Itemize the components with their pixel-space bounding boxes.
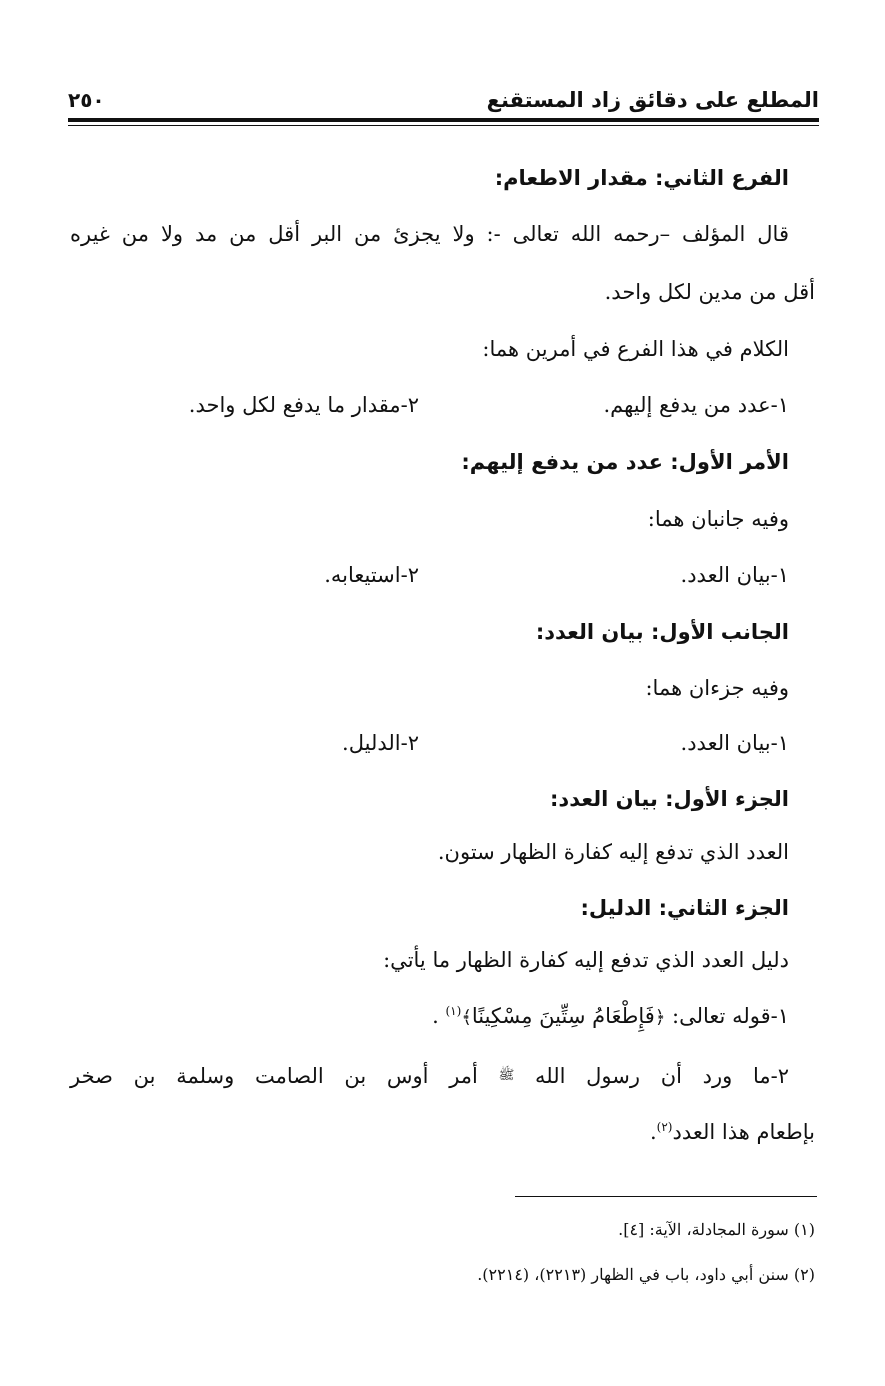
evidence-intro: دليل العدد الذي تدفع إليه كفارة الظهار ما يأتي: xyxy=(383,948,789,972)
first-aspect-heading: الجانب الأول: بيان العدد: xyxy=(535,620,789,644)
aspect-item-2: ٢-استيعابه. xyxy=(324,563,419,587)
author-quote-line-2: أقل من مدين لكل واحد. xyxy=(604,280,815,304)
part-item-1: ١-بيان العدد. xyxy=(680,731,789,755)
evidence-item-1 xyxy=(70,1004,789,1029)
header-rule-thin xyxy=(68,125,819,126)
running-title: المطلع على دقائق زاد المستقنع xyxy=(486,88,819,112)
part-item-2: ٢-الدليل. xyxy=(342,731,419,755)
quran-verse: فَإِطْعَامُ سِتِّينَ مِسْكِينًا xyxy=(471,1004,655,1028)
evidence-1-end: . xyxy=(432,1004,439,1028)
aspects-list xyxy=(70,563,789,595)
evidence-2-text-b: أمر أوس بن الصامت وسلمة بن صخر xyxy=(70,1064,478,1088)
footnote-2: (٢) سنن أبي داود، باب في الظهار (٢٢١٣)، (٢٢١٤). xyxy=(477,1265,815,1284)
matters-intro: الكلام في هذا الفرع في أمرين هما: xyxy=(482,337,789,361)
evidence-2-end: . xyxy=(649,1120,657,1144)
evidence-item-2-line-2 xyxy=(70,1120,815,1145)
footnote-separator xyxy=(515,1196,817,1197)
footnote-ref-2: (٢) xyxy=(656,1120,673,1134)
honorific-symbol: ﷺ xyxy=(498,1068,515,1083)
header-rule-thick xyxy=(68,118,819,122)
page-number: ٢٥٠ xyxy=(68,88,105,112)
author-quote-line-1: قال المؤلف –رحمه الله تعالى -: ولا يجزئ من البر أقل من مد ولا من غيره xyxy=(70,222,789,246)
verse-open-brace: ﴿ xyxy=(654,1007,666,1028)
verse-close-brace: ﴾ xyxy=(461,1007,472,1028)
parts-list xyxy=(70,731,789,763)
second-part-heading: الجزء الثاني: الدليل: xyxy=(580,896,789,920)
footnote-1: (١) سورة المجادلة، الآية: [٤]. xyxy=(618,1220,815,1239)
matter-item-2: ٢-مقدار ما يدفع لكل واحد. xyxy=(188,393,419,417)
first-matter-heading: الأمر الأول: عدد من يدفع إليهم: xyxy=(461,450,789,474)
count-statement: العدد الذي تدفع إليه كفارة الظهار ستون. xyxy=(437,840,789,864)
parts-intro: وفيه جزءان هما: xyxy=(645,676,789,700)
evidence-2-text-a: ٢-ما ورد أن رسول الله xyxy=(535,1064,789,1088)
section-heading: الفرع الثاني: مقدار الاطعام: xyxy=(494,166,789,190)
aspect-item-1: ١-بيان العدد. xyxy=(680,563,789,587)
matter-item-1: ١-عدد من يدفع إليهم. xyxy=(603,393,789,417)
matters-list xyxy=(70,393,789,425)
evidence-item-2-line-1 xyxy=(70,1064,789,1089)
evidence-1-prefix: ١-قوله تعالى: xyxy=(672,1004,789,1028)
footnote-ref-1: (١) xyxy=(445,1004,462,1018)
first-part-heading: الجزء الأول: بيان العدد: xyxy=(550,787,789,811)
evidence-2-text-c: بإطعام هذا العدد xyxy=(672,1120,815,1144)
page-header xyxy=(68,88,819,118)
aspects-intro: وفيه جانبان هما: xyxy=(647,507,789,531)
